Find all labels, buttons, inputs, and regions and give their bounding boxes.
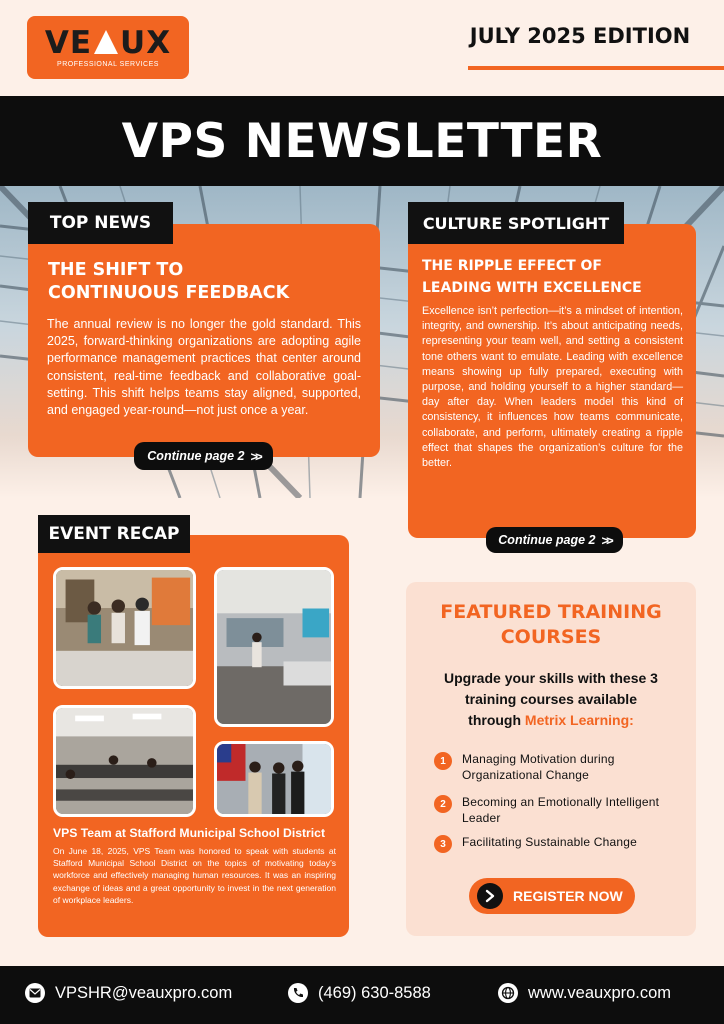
culture-headline-line-1: THE RIPPLE EFFECT OF (422, 258, 602, 274)
top-news-continue-label: Continue page 2 (147, 449, 245, 463)
event-photo-classroom-students (53, 567, 196, 689)
course-item[interactable] (434, 834, 684, 853)
footer-email-text: VPSHR@veauxpro.com (55, 983, 233, 1002)
event-recap-tab: EVENT RECAP (38, 515, 190, 553)
culture-continue-label: Continue page 2 (498, 533, 596, 547)
logo-word-left: VE (44, 25, 93, 61)
footer-phone[interactable] (288, 983, 431, 1003)
top-news-headline-line-1: THE SHIFT TO (48, 260, 184, 280)
logo (27, 16, 189, 79)
phone-icon (288, 983, 308, 1003)
training-intro-line-3 (420, 710, 682, 731)
metrix-learning-link[interactable]: Metrix Learning: (524, 712, 634, 728)
event-photo-team-group (214, 741, 334, 817)
culture-headline-line-2: LEADING WITH EXCELLENCE (422, 280, 642, 296)
globe-icon (498, 983, 518, 1003)
course-number-badge: 2 (434, 795, 452, 813)
logo-wordmark (45, 27, 171, 59)
top-news-continue-button[interactable] (134, 442, 273, 470)
title-banner (0, 96, 724, 186)
training-title (406, 600, 696, 650)
register-now-label: REGISTER NOW (513, 888, 623, 904)
course-number-badge: 1 (434, 752, 452, 770)
culture-headline (422, 255, 692, 299)
training-intro-line-2: training courses available (465, 691, 637, 707)
event-photo-lab-room (53, 705, 196, 817)
top-news-headline-line-2: CONTINUOUS FEEDBACK (48, 283, 290, 303)
culture-spotlight-tab: CULTURE SPOTLIGHT (408, 202, 624, 244)
edition-underline (468, 66, 724, 70)
course-label: Facilitating Sustainable Change (462, 835, 637, 849)
course-label: Managing Motivation during Organizational Change (462, 752, 615, 782)
footer-email[interactable] (25, 983, 232, 1003)
arrow-right-circle-icon (477, 883, 503, 909)
training-intro (420, 668, 682, 731)
training-intro-through: through (468, 712, 522, 728)
course-item[interactable] (434, 751, 684, 783)
event-caption-body: On June 18, 2025, VPS Team was honored to speak with students at Stafford Municipal School District on the topics of motivating today’s workforce and effectively managing human resources. It was an inspiring exchange of ideas and a great opportunity to invest in the next generation of workplace leaders. (53, 846, 336, 905)
top-news-headline (48, 259, 368, 305)
register-now-button[interactable] (469, 878, 635, 914)
newsletter-title: VPS NEWSLETTER (121, 113, 603, 169)
mail-icon (25, 983, 45, 1003)
edition-label: JULY 2025 EDITION (469, 24, 691, 48)
event-caption-title: VPS Team at Stafford Municipal School District (53, 826, 326, 840)
top-news-body: The annual review is no longer the gold standard. This 2025, forward-thinking organizations are adopting agile performance management practices that center around consistent, real-time feedback and collaborative goal-setting. This shift helps teams stay aligned, supported, and engaged year-round—not just once a year. (47, 317, 361, 418)
top-news-tab: TOP NEWS (28, 202, 173, 244)
footer-phone-text: (469) 630-8588 (318, 983, 431, 1002)
event-photo-presenter (214, 567, 334, 727)
logo-triangle-icon (94, 30, 118, 54)
footer-website-text: www.veauxpro.com (528, 983, 672, 1002)
training-intro-line-1: Upgrade your skills with these 3 (444, 670, 658, 686)
course-item[interactable] (434, 794, 684, 826)
training-title-line-1: FEATURED TRAINING (440, 601, 662, 623)
logo-subtitle: PROFESSIONAL SERVICES (57, 61, 159, 68)
logo-word-right: UX (120, 25, 172, 61)
culture-continue-button[interactable] (486, 527, 623, 553)
footer-website[interactable] (498, 983, 671, 1003)
culture-body: Excellence isn’t perfection—it’s a mindset of intention, integrity, and ownership. It’s about anticipating needs, representing your team well, and setting a consistent tone others want to emulate. Leading with excellence means showing up fully prepared, executing with purpose, and holding yourself to a higher standard—day after day. When leaders model this kind of consistency, it influences how teams communicate, collaborate, and perform, ultimately creating a ripple effect that shapes the organization’s culture for the better. (422, 305, 683, 470)
course-label: Becoming an Emotionally Intelligent Leader (462, 795, 660, 825)
double-chevron-right-icon: >> (250, 448, 260, 464)
double-chevron-right-icon: >> (601, 532, 611, 548)
course-number-badge: 3 (434, 835, 452, 853)
training-title-line-2: COURSES (500, 626, 602, 648)
